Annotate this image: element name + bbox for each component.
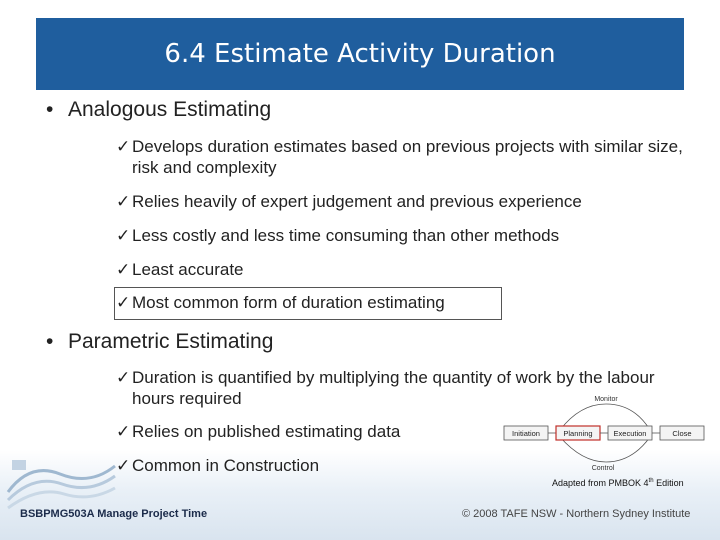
check-icon: ✓ [116,226,131,245]
course-code: BSBPMG503A Manage Project Time [20,508,208,520]
bullet-label: Analogous Estimating [68,98,272,121]
check-icon: ✓ [116,192,131,211]
bullet-analogous [46,98,271,122]
check-icon: ✓ [116,368,131,387]
copyright-notice: © 2008 TAFE NSW - Northern Sydney Institute [462,508,691,520]
sub-item-text: Duration is quantified by multiplying the quantity of work by the labour hours required [132,368,655,408]
sub-item [116,455,416,476]
sub-item-highlighted [116,292,686,313]
phase-label: Initiation [512,429,540,438]
caption-sup: th [648,478,654,484]
control-label: Control [591,465,615,472]
sub-item-text: Most common form of duration estimating [132,293,445,312]
phase-label: Execution [613,429,647,438]
check-icon: ✓ [116,293,131,312]
check-icon: ✓ [116,260,131,279]
check-icon: ✓ [116,456,131,475]
bullet-parametric [46,330,273,354]
sub-item-text: Develops duration estimates based on previous projects with similar size, risk and complexity [132,137,683,177]
bullet-label: Parametric Estimating [68,330,274,353]
sub-item [116,136,686,178]
monitor-label: Monitor [594,396,618,403]
wave-logo-icon [0,452,120,512]
sub-item-text: Common in Construction [132,456,320,475]
caption-prefix: Adapted from PMBOK 4 [552,478,649,488]
sub-item-text: Relies on published estimating data [132,422,401,441]
sub-item [116,421,496,442]
process-groups-diagram [500,392,710,472]
sub-item-text: Relies heavily of expert judgement and previous experience [132,192,582,211]
phase-label: Planning [563,429,593,438]
phase-label: Close [672,429,692,438]
bullet-marker: • [46,98,54,121]
sub-item [116,191,686,212]
sub-item [116,225,686,246]
check-icon: ✓ [116,422,131,441]
caption-suffix: Edition [653,478,684,488]
sub-item-text: Less costly and less time consuming than other methods [132,226,560,245]
slide-title: 6.4 Estimate Activity Duration [164,39,556,69]
title-banner [36,18,684,90]
sub-item [116,259,686,280]
sub-item-text: Least accurate [132,260,244,279]
diagram-caption [552,478,684,488]
check-icon: ✓ [116,137,131,156]
bullet-marker: • [46,330,54,353]
